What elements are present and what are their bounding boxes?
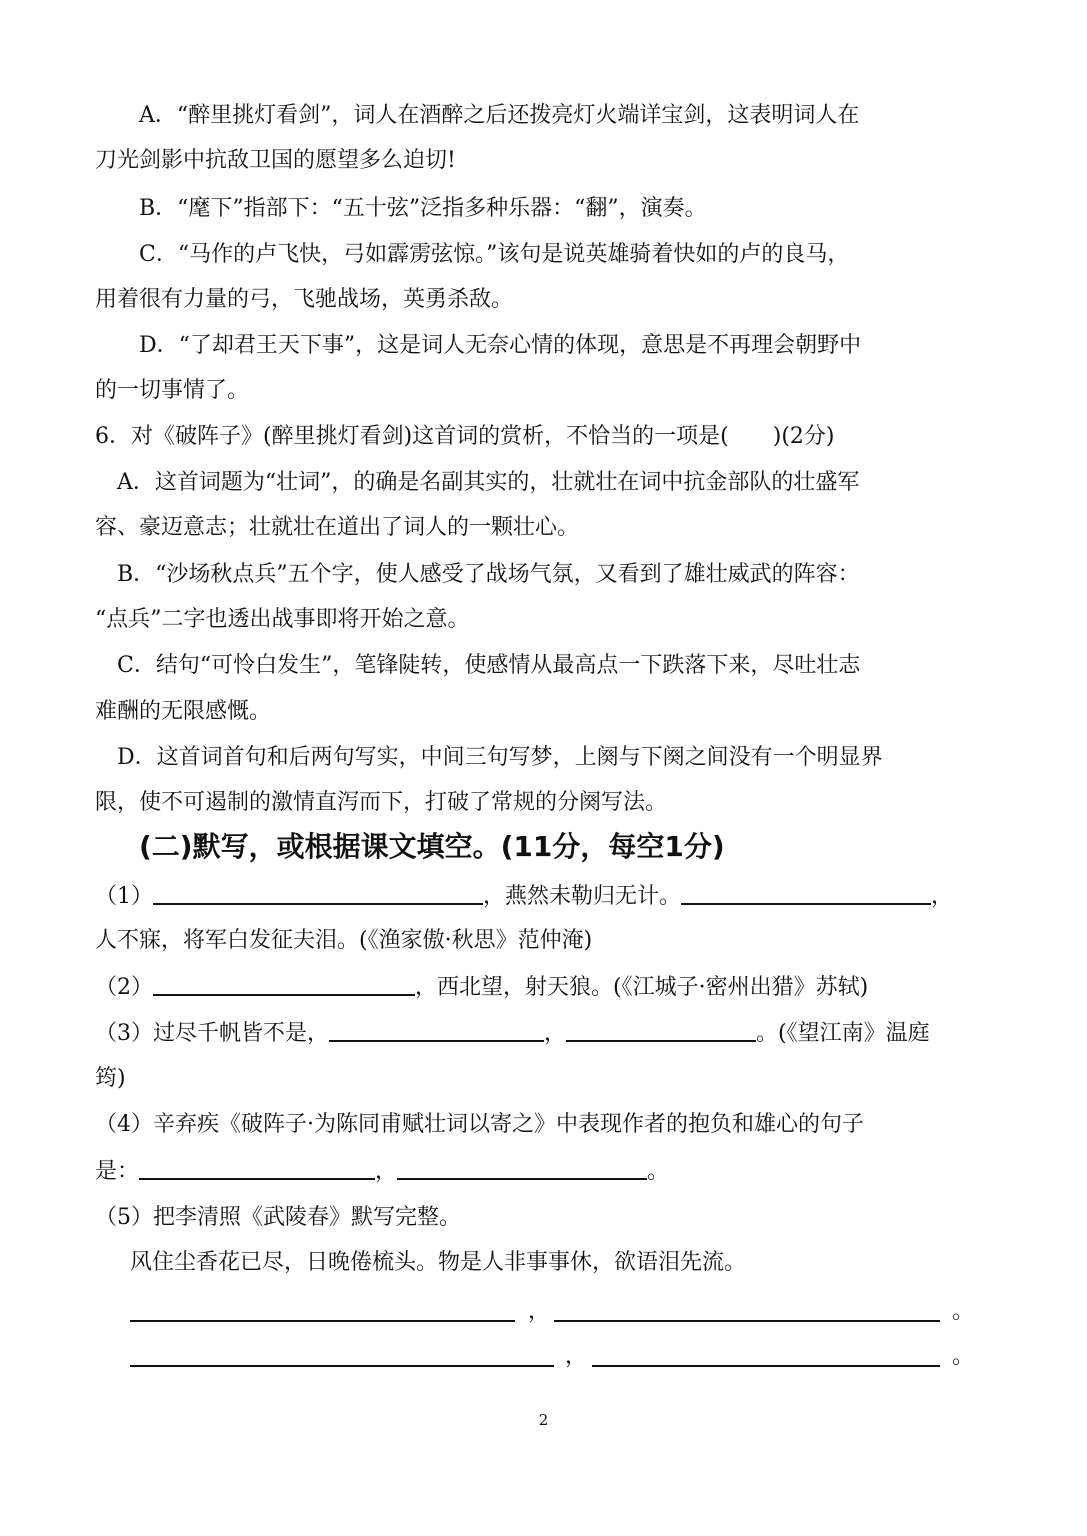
fill-item-5: （5）把李清照《武陵春》默写完整。 xyxy=(95,1205,461,1230)
comma: ， xyxy=(565,1344,588,1369)
period: 。 xyxy=(952,1299,975,1324)
q6-option-b: B．“沙场秋点兵”五个字，使人感受了战场气氛，又看到了雄壮威武的阵容： xyxy=(117,562,860,587)
answer-blank[interactable] xyxy=(329,1018,544,1042)
fill-item-2: （2） ，西北望，射天狼。(《江城子·密州出猎》苏轼) xyxy=(95,972,868,1003)
answer-blank[interactable] xyxy=(554,1320,940,1322)
fill-item-1: （1） ，燕然未勒归无计。 ， xyxy=(95,881,953,912)
fill-item-3: （3）过尽千帆皆不是， ， 。(《望江南》温庭 xyxy=(95,1018,930,1049)
q6-option-d: D．这首词首句和后两句写实，中间三句写梦，上阕与下阕之间没有一个明显界 xyxy=(117,745,883,770)
answer-blank[interactable] xyxy=(566,1018,756,1042)
q6-option-d-cont: 限，使不可遏制的激情直泻而下，打破了常规的分阕写法。 xyxy=(95,790,668,815)
answer-blank[interactable] xyxy=(592,1365,940,1367)
page-number: 2 xyxy=(538,1411,549,1429)
q5-option-a-cont: 刀光剑影中抗敌卫国的愿望多么迫切! xyxy=(95,148,456,173)
q5-option-d: D．“了却君王天下事”，这是词人无奈心情的体现，意思是不再理会朝野中 xyxy=(139,333,862,358)
answer-blank[interactable] xyxy=(153,972,415,996)
fill-item-4: （4）辛弃疾《破阵子·为陈同甫赋壮词以寄之》中表现作者的抱负和雄心的句子 xyxy=(95,1112,864,1137)
answer-blank[interactable] xyxy=(130,1365,554,1367)
q6-option-c-cont: 难酬的无限感慨。 xyxy=(95,699,272,724)
period: 。 xyxy=(952,1344,975,1369)
answer-blank[interactable] xyxy=(681,881,931,905)
q5-option-a: A．“醉里挑灯看剑”，词人在酒醉之后还拨亮灯火端详宝剑，这表明词人在 xyxy=(139,103,860,128)
q6-option-b-cont: “点兵”二字也透出战事即将开始之意。 xyxy=(95,607,470,632)
q6-stem: 6．对《破阵子》(醉里挑灯看剑)这首词的赏析，不恰当的一项是( )(2分) xyxy=(95,424,835,449)
q6-option-a-cont: 容、豪迈意志；壮就壮在道出了词人的一颗壮心。 xyxy=(95,515,580,540)
answer-blank[interactable] xyxy=(153,881,483,905)
q5-option-b: B．“麾下”指部下：“五十弦”泛指多种乐器：“翻”，演奏。 xyxy=(139,196,707,221)
section-title: (二)默写，或根据课文填空。(11分，每空1分) xyxy=(139,830,725,863)
fill-item-1-cont: 人不寐，将军白发征夫泪。(《渔家傲·秋思》范仲淹) xyxy=(95,928,593,953)
answer-blank[interactable] xyxy=(130,1320,515,1322)
q6-option-c: C．结句“可怜白发生”，笔锋陡转，使感情从最高点一下跌落下来，尽吐壮志 xyxy=(117,653,861,678)
fill-item-3-cont: 筠) xyxy=(95,1066,126,1091)
answer-blank[interactable] xyxy=(397,1156,647,1180)
answer-blank[interactable] xyxy=(139,1156,375,1180)
q5-option-d-cont: 的一切事情了。 xyxy=(95,378,250,403)
q6-option-a: A．这首词题为“壮词”，的确是名副其实的，壮就壮在词中抗金部队的壮盛军 xyxy=(117,470,860,495)
comma: ， xyxy=(528,1299,551,1324)
fill-item-5-poem: 风住尘香花已尽，日晚倦梳头。物是人非事事休，欲语泪先流。 xyxy=(130,1250,747,1275)
fill-item-4-answer: 是： ， 。 xyxy=(95,1156,669,1187)
q5-option-c-cont: 用着很有力量的弓，飞驰战场，英勇杀敌。 xyxy=(95,287,514,312)
q5-option-c: C．“马作的卢飞快，弓如霹雳弦惊。”该句是说英雄骑着快如的卢的良马， xyxy=(139,242,850,267)
